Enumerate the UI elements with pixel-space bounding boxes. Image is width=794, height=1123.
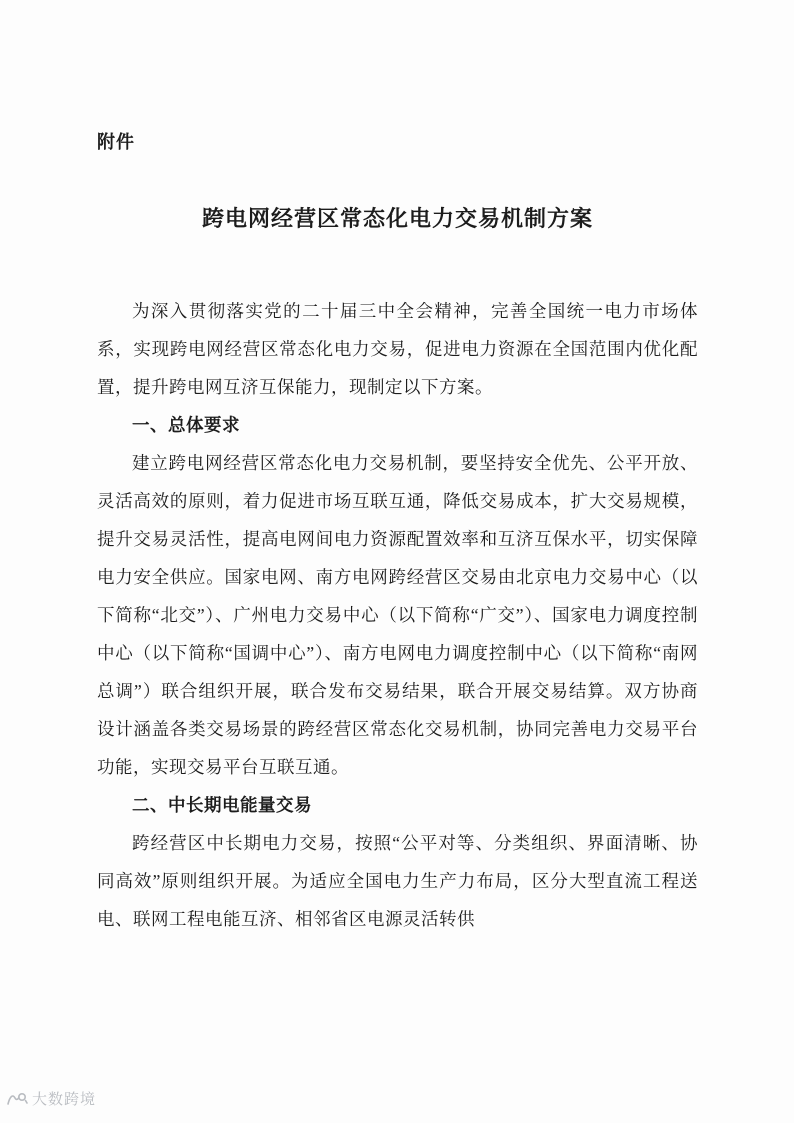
attachment-label: 附件	[97, 132, 135, 152]
watermark	[6, 1088, 96, 1109]
paragraph-section-1: 建立跨电网经营区常态化电力交易机制，要坚持安全优先、公平开放、灵活高效的原则，着力促进市场互联互通，降低交易成本，扩大交易规模，提升交易灵活性，提高电网间电力资源配置效率和互济互保水平，切实保障电力安全供应。国家电网、南方电网跨经营区交易由北京电力交易中心（以下简称“北交”）、广州电力交易中心（以下简称“广交”）、国家电力调度控制中心（以下简称“国调中心”）、南方电网电力调度控制中心（以下简称“南网总调”）联合组织开展，联合发布交易结果，联合开展交易结算。双方协商设计涵盖各类交易场景的跨经营区常态化交易机制，协同完善电力交易平台功能，实现交易平台互联互通。	[97, 453, 698, 777]
document-title: 跨电网经营区常态化电力交易机制方案	[201, 206, 593, 231]
paragraph-intro: 为深入贯彻落实党的二十届三中全会精神，完善全国统一电力市场体系，实现跨电网经营区常态化电力交易，促进电力资源在全国范围内优化配置，提升跨电网互济互保能力，现制定以下方案。	[97, 301, 698, 397]
section-heading-2: 二、中长期电能量交易	[132, 795, 312, 815]
watermark-logo-icon	[6, 1090, 28, 1108]
document-content	[97, 130, 698, 938]
watermark-text: 大数跨境	[32, 1091, 97, 1108]
paragraph-section-2: 跨经营区中长期电力交易，按照“公平对等、分类组织、界面清晰、协同高效”原则组织开展。为适应全国电力生产力布局，区分大型直流工程送电、联网工程电能互济、相邻省区电源灵活转供	[97, 833, 698, 929]
section-heading-1: 一、总体要求	[132, 415, 240, 435]
